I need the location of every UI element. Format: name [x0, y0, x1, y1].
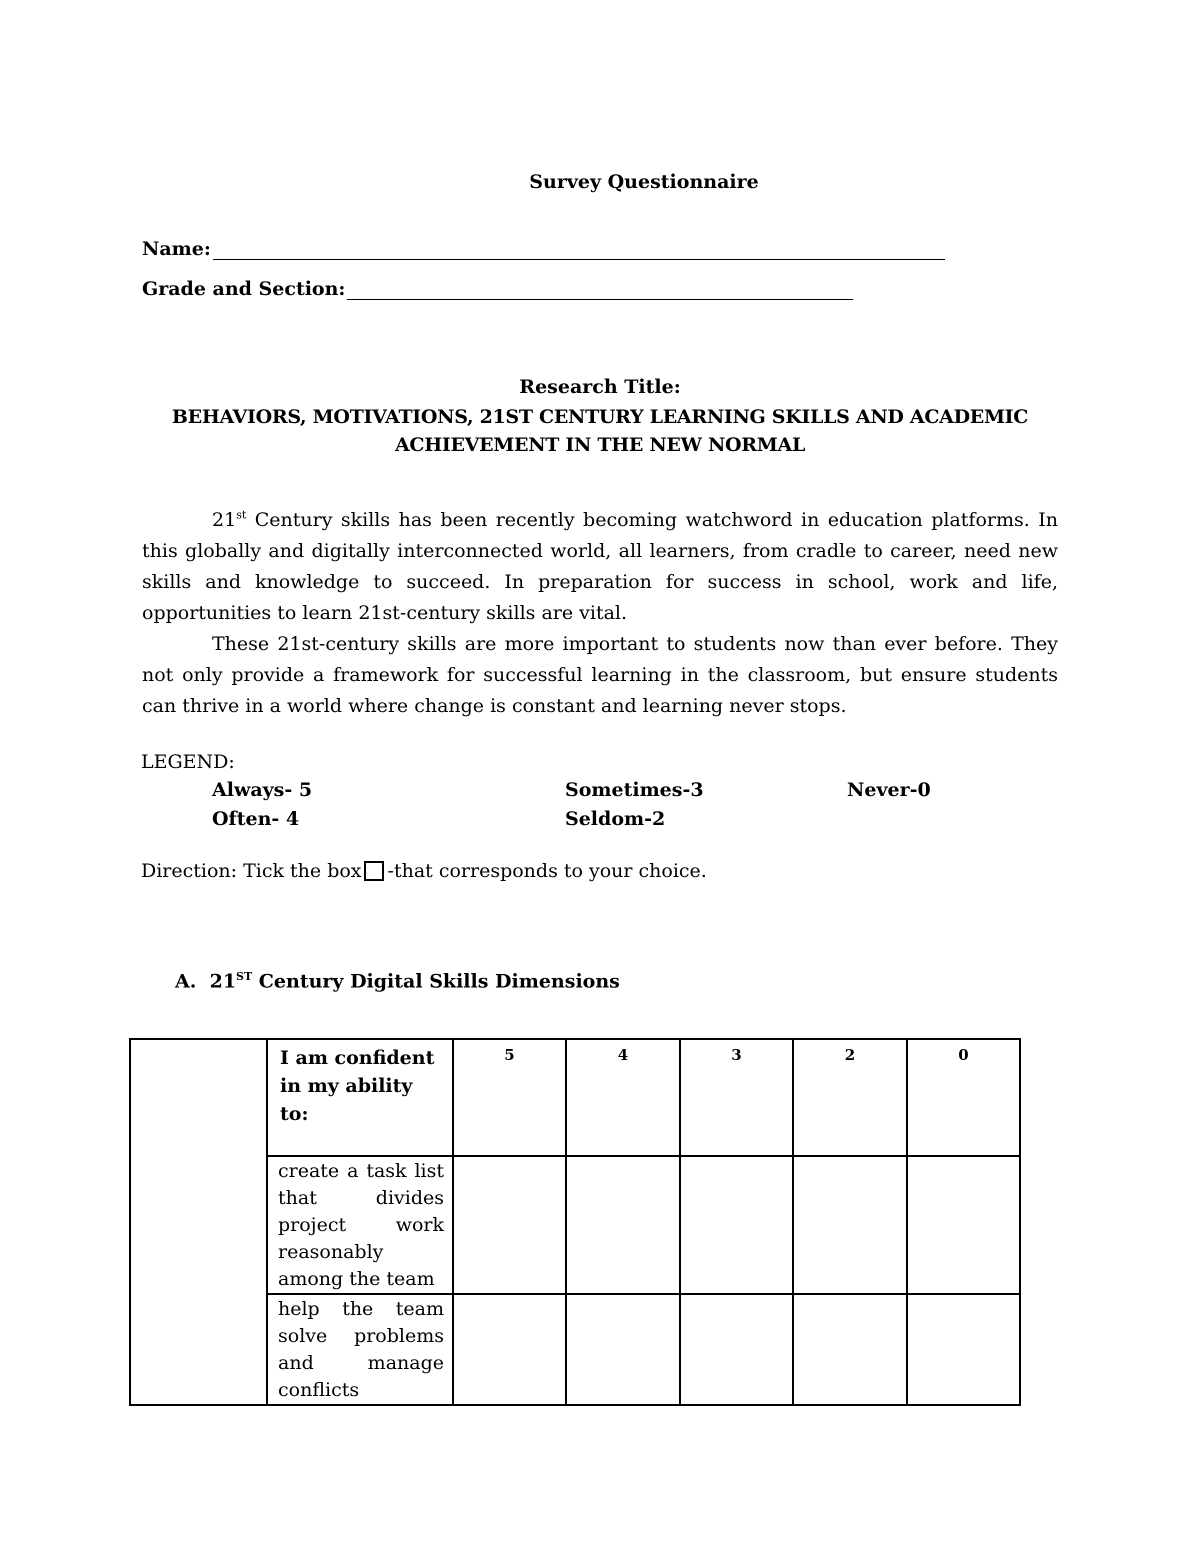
legend-never: Never-0 — [847, 779, 931, 801]
research-title: BEHAVIORS, MOTIVATIONS, 21ST CENTURY LEARNING SKILLS AND ACADEMIC ACHIEVEMENT IN THE NEW NORMAL — [171, 406, 1029, 456]
skills-rating-table — [129, 1038, 1021, 1406]
direction-text: Direction: Tick the box -that corresponds to your choice. — [141, 860, 707, 882]
name-label: Name: — [142, 238, 211, 260]
grade-section-input-line[interactable] — [347, 279, 853, 300]
intro-paragraph-1: 21st Century skills has been recently becoming watchword in education platforms. In this globally and digitally interconnected world, all learners, from cradle to career, need new skills and knowledge to succeed. In preparation for success in school, work and life, opportunities to learn 21st-century skills are vital. — [142, 508, 1058, 624]
scale-0: 0 — [907, 1039, 1020, 1156]
scale-5: 5 — [453, 1039, 566, 1156]
item-text: create a task list that divides project work reasonably among the team — [267, 1156, 453, 1294]
research-title-label: Research Title: — [519, 376, 681, 398]
rating-cell-2[interactable] — [793, 1294, 907, 1405]
intro-paragraph-2: These 21st-century skills are more important to students now than ever before. They not only provide a framework for successful learning in the classroom, but ensure students can thrive in a world where change is constant and learning never stops. — [142, 633, 1058, 717]
item-text: help the team solve problems and manage conflicts — [267, 1294, 453, 1405]
rating-cell-5[interactable] — [453, 1156, 566, 1294]
grade-section-field[interactable] — [142, 278, 853, 300]
rating-cell-4[interactable] — [566, 1294, 680, 1405]
name-input-line[interactable] — [213, 239, 945, 260]
scale-4: 4 — [566, 1039, 680, 1156]
scale-2: 2 — [793, 1039, 907, 1156]
checkbox-icon — [364, 861, 384, 881]
row-label-cell — [130, 1039, 267, 1405]
grade-section-label: Grade and Section: — [142, 278, 346, 300]
header-question: I am confident in my ability to: — [267, 1039, 453, 1156]
legend-sometimes: Sometimes-3 — [565, 779, 704, 801]
legend-seldom: Seldom-2 — [565, 808, 666, 830]
rating-cell-3[interactable] — [680, 1156, 793, 1294]
legend-always: Always- 5 — [212, 779, 313, 801]
rating-cell-0[interactable] — [907, 1156, 1020, 1294]
rating-cell-0[interactable] — [907, 1294, 1020, 1405]
legend-often: Often- 4 — [212, 808, 300, 830]
rating-cell-3[interactable] — [680, 1294, 793, 1405]
rating-cell-2[interactable] — [793, 1156, 907, 1294]
rating-cell-5[interactable] — [453, 1294, 566, 1405]
name-field[interactable] — [142, 238, 945, 260]
intro-text — [142, 505, 1058, 722]
scale-3: 3 — [680, 1039, 793, 1156]
page-title: Survey Questionnaire — [529, 171, 759, 193]
legend-label: LEGEND: — [141, 751, 235, 773]
section-a-heading: A. 21ST Century Digital Skills Dimensions — [175, 970, 620, 993]
rating-cell-4[interactable] — [566, 1156, 680, 1294]
table-header-row — [130, 1039, 1020, 1156]
